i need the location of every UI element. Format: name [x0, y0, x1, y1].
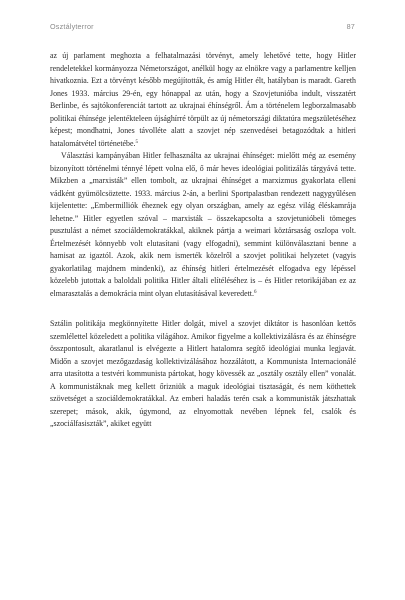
- paragraph-2-text: Választási kampányában Hitler felhasználta az ukrajnai éhínséget: mielőtt még az esemény bizonyított történelmi ténnyé lépett volna elő, ő már heves ideológiai politizálás tárgyává tette. Mikzben a „marxisták” ellen tombolt, az ukrajnai éhínséget a marxizmus gyakorlata elleni vádként gyümölcsöztette. 1933. március 2-án, a berlini Sportpalastban rendezett nagygyűlésen kijelentette: „Embermilliók éheznek egy olyan országban, amely az egész világ éléskamrája lehetne.” Hitler egyetlen szóval – marxisták – összekapcsolta a szovjetunióbeli tömeges pusztulást a német szociáldemokratákkal, akiknek pártja a weimari köztársaság oszlopa volt. Értelmezését könnyebb volt elutasítani (vagy elfogadni), semmint különválasztani benne a hamisat az igaztól. Azok, akik nem ismerték közelről a szovjet politikai helyzetet (vagyis gyakorlatilag majdnem mindenki), az éhínség hitleri értelmezését elfogadva egy lépéssel közelebb jutottak a baloldali politika Hitler általi elítéléséhez is – és Hitler retorikájában ez az elmarasztalás a demokrácia mint olyan elutasításával keveredett.: [50, 151, 356, 298]
- body-text: [50, 50, 356, 431]
- page-number: 87: [346, 22, 355, 31]
- paragraph-1: [50, 50, 356, 150]
- footnote-ref-6: 6: [253, 289, 257, 295]
- footnote-ref-5: 5: [135, 139, 138, 145]
- paragraph-3-text: Sztálin politikája megkönnyítette Hitler dolgát, mivel a szovjet diktátor is hasonlóan kettős szemlélettel közeledett a politika világához. Amikor figyelme a kollektivizálásra és az éhínségre összpontosult, akaratlanul is elvégezte a Hitlert hatalomra segítő ideológiai munka legjavát. Midőn a szovjet mezőgazdaság kollektivizálásához hozzálátott, a Kommunista Internacionálé arra utasította a testvéri kommunista pártokat, hogy kövessék az „osztály osztály ellen” vonalát. A kommunistáknak meg kellett őrizniük a maguk ideológiai tisztaságát, és nem köthettek szövetséget a szociáldemokratákkal. Az emberi haladás terén csak a kommunisták játszhattak szerepet; mások, akik, úgymond, az elnyomottak nevében lépnek fel, csalók és „szociálfasiszták”, akiket együtt: [50, 319, 356, 428]
- running-header: [50, 22, 355, 34]
- paragraph-3: [50, 318, 356, 431]
- book-title: Osztályterror: [50, 22, 94, 31]
- paragraph-1-text: az új parlament meghozta a felhatalmazási törvényt, amely lehetővé tette, hogy Hitler rendeletekkel kormányozza Németországot, anélkül hogy az elnökre vagy a parlamentre kelljen hivatkoznia. Ezt a törvényt később megújították, és amíg Hitler élt, hatályban is maradt. Gareth Jones 1933. március 29-én, egy hónappal az után, hogy a Szovjetunióba indult, visszatért Berlinbe, és sajtókonferenciát tartott az ukrajnai éhínségről. Ám a történelem legborzalmasabb politikai éhínsége jelentékteleen újsághírré törpült az új németországi diktatúra megszületéséhez képest; mondhatni, Jones távollétе alatt a szovjet nép szenvedései betagozódtak a hitleri hatalomátvétel történetébe.: [50, 51, 356, 148]
- paragraph-2: [50, 150, 356, 300]
